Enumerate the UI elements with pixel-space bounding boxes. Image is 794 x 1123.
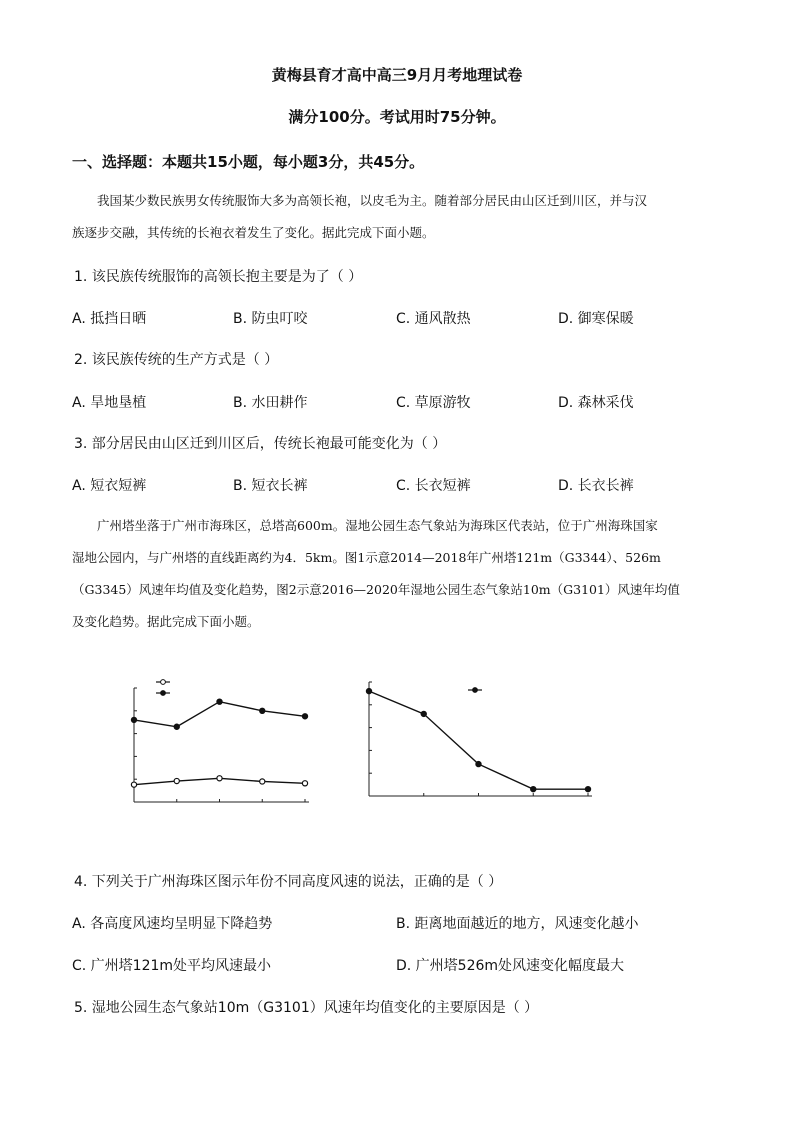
data-point (131, 717, 136, 722)
figure-1-legend (156, 680, 170, 696)
question-3-option-d[interactable]: D. 长衣长裤 (558, 478, 634, 494)
question-4-option-d[interactable]: D. 广州塔526m处风速变化幅度最大 (396, 958, 625, 974)
data-point (260, 779, 265, 784)
series-line-2 (134, 702, 305, 727)
figure-2-legend (468, 688, 482, 693)
question-3-option-c[interactable]: C. 长衣短裤 (396, 478, 471, 494)
passage-1-line: 族逐步交融，其传统的长袍衣着发生了变化。据此完成下面小题。 (72, 225, 435, 240)
passage-2-line: （G3345）风速年均值及变化趋势，图2示意2016—2020年湿地公园生态气象站10m（G3101）风速年均值 (72, 582, 680, 597)
question-2-option-c[interactable]: C. 草原游牧 (396, 395, 471, 411)
passage-1-line: 我国某少数民族男女传统服饰大多为高领长袍，以皮毛为主。随着部分居民由山区迁到川区，并与汉 (97, 193, 648, 208)
passage-2-line: 湿地公园内，与广州塔的直线距离约为4．5km。图1示意2014—2018年广州塔121m（G3344）、526m (72, 550, 661, 565)
question-5-stem: 5. 湿地公园生态气象站10m（G3101）风速年均值变化的主要原因是（ ） (74, 1000, 539, 1016)
data-point (366, 689, 371, 694)
question-1-option-c[interactable]: C. 通风散热 (396, 311, 471, 327)
question-3-option-b[interactable]: B. 短衣长裤 (233, 478, 308, 494)
passage-2 (72, 510, 722, 638)
question-2-option-b[interactable]: B. 水田耕作 (233, 395, 308, 411)
question-3-stem: 3. 部分居民由山区迁到川区后，传统长袍最可能变化为（ ） (74, 436, 447, 452)
figure-1-chart (90, 668, 340, 843)
question-2-option-d[interactable]: D. 森林采伐 (558, 395, 634, 411)
page-subtitle: 满分100分。考试用时75分钟。 (288, 108, 506, 126)
data-point (302, 781, 307, 786)
question-1-stem: 1. 该民族传统服饰的高领长抱主要是为了（ ） (74, 269, 363, 285)
figure-2-axes (369, 682, 592, 796)
data-point (585, 787, 590, 792)
question-1-option-a[interactable]: A. 抵挡日晒 (72, 311, 147, 327)
data-point (476, 761, 481, 766)
passage-1 (72, 185, 722, 249)
data-point (302, 714, 307, 719)
data-point (217, 699, 222, 704)
data-point (217, 776, 222, 781)
question-1-option-b[interactable]: B. 防虫叮咬 (233, 311, 308, 327)
question-2-option-a[interactable]: A. 旱地垦植 (72, 395, 147, 411)
question-4-option-a[interactable]: A. 各高度风速均呈明显下降趋势 (72, 916, 273, 932)
question-4-option-c[interactable]: C. 广州塔121m处平均风速最小 (72, 958, 272, 974)
data-point (174, 724, 179, 729)
legend-marker (161, 680, 166, 685)
question-2-stem: 2. 该民族传统的生产方式是（ ） (74, 352, 279, 368)
section-heading: 一、选择题：本题共15小题，每小题3分，共45分。 (72, 153, 425, 171)
data-point (260, 708, 265, 713)
data-point (531, 787, 536, 792)
data-point (131, 782, 136, 787)
question-4-stem: 4. 下列关于广州海珠区图示年份不同高度风速的说法，正确的是（ ） (74, 874, 503, 890)
figure-2-series (366, 689, 590, 792)
figure-2-chart (330, 668, 620, 843)
figure-1-series (131, 699, 307, 787)
figure-1-axes (134, 688, 309, 802)
passage-2-line: 广州塔坐落于广州市海珠区，总塔高600m。湿地公园生态气象站为海珠区代表站，位于广州海珠国家 (97, 518, 658, 533)
data-point (421, 711, 426, 716)
legend-marker (473, 688, 478, 693)
question-4-option-b[interactable]: B. 距离地面越近的地方，风速变化越小 (396, 916, 639, 932)
question-1-option-d[interactable]: D. 御寒保暖 (558, 311, 634, 327)
question-3-option-a[interactable]: A. 短衣短裤 (72, 478, 147, 494)
series-line-1 (369, 691, 588, 789)
page-title: 黄梅县育才高中高三9月月考地理试卷 (271, 66, 523, 84)
passage-2-line: 及变化趋势。据此完成下面小题。 (72, 614, 260, 629)
legend-marker (161, 691, 166, 696)
data-point (174, 778, 179, 783)
